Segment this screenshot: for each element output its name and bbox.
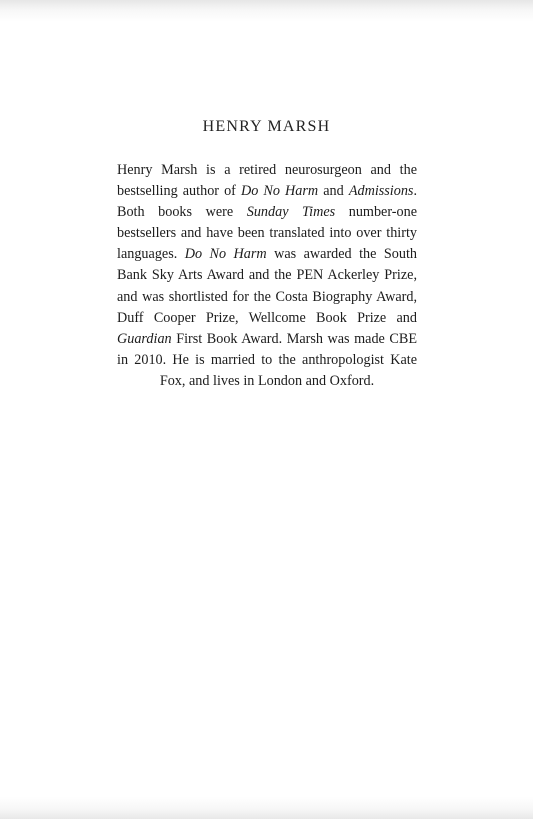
bio-newspaper-sunday-times: Sunday Times bbox=[246, 204, 336, 221]
bio-text-1: Henry Marsh is a retired neurosurgeon and the bestselling author of bbox=[117, 162, 417, 200]
bio-book-title-do-no-harm-2: Do No Harm bbox=[184, 246, 267, 263]
bio-text-4: number-one bestsellers and have been translated into over thirty languages. bbox=[117, 204, 417, 263]
bio-text-3: . Both books were bbox=[117, 183, 417, 221]
author-name-heading: HENRY MARSH bbox=[202, 118, 331, 135]
bio-book-title-do-no-harm: Do No Harm bbox=[240, 183, 319, 200]
bio-text-2: and bbox=[318, 183, 349, 200]
bio-text-5: was awarded the South Bank Sky Arts Award and the PEN Ackerley Prize, and was shortlisted for the Costa Biography Award, Duff Cooper Prize, Wellcome Book Prize and bbox=[117, 246, 417, 326]
bio-book-title-admissions: Admissions bbox=[348, 183, 414, 200]
author-biography bbox=[117, 160, 417, 392]
bio-newspaper-guardian: Guardian bbox=[117, 330, 172, 347]
bio-text-6: First Book Award. Marsh was made CBE in 2010. He is married to the anthropologist Kate Fox, and lives in London and Oxford. bbox=[117, 330, 417, 389]
